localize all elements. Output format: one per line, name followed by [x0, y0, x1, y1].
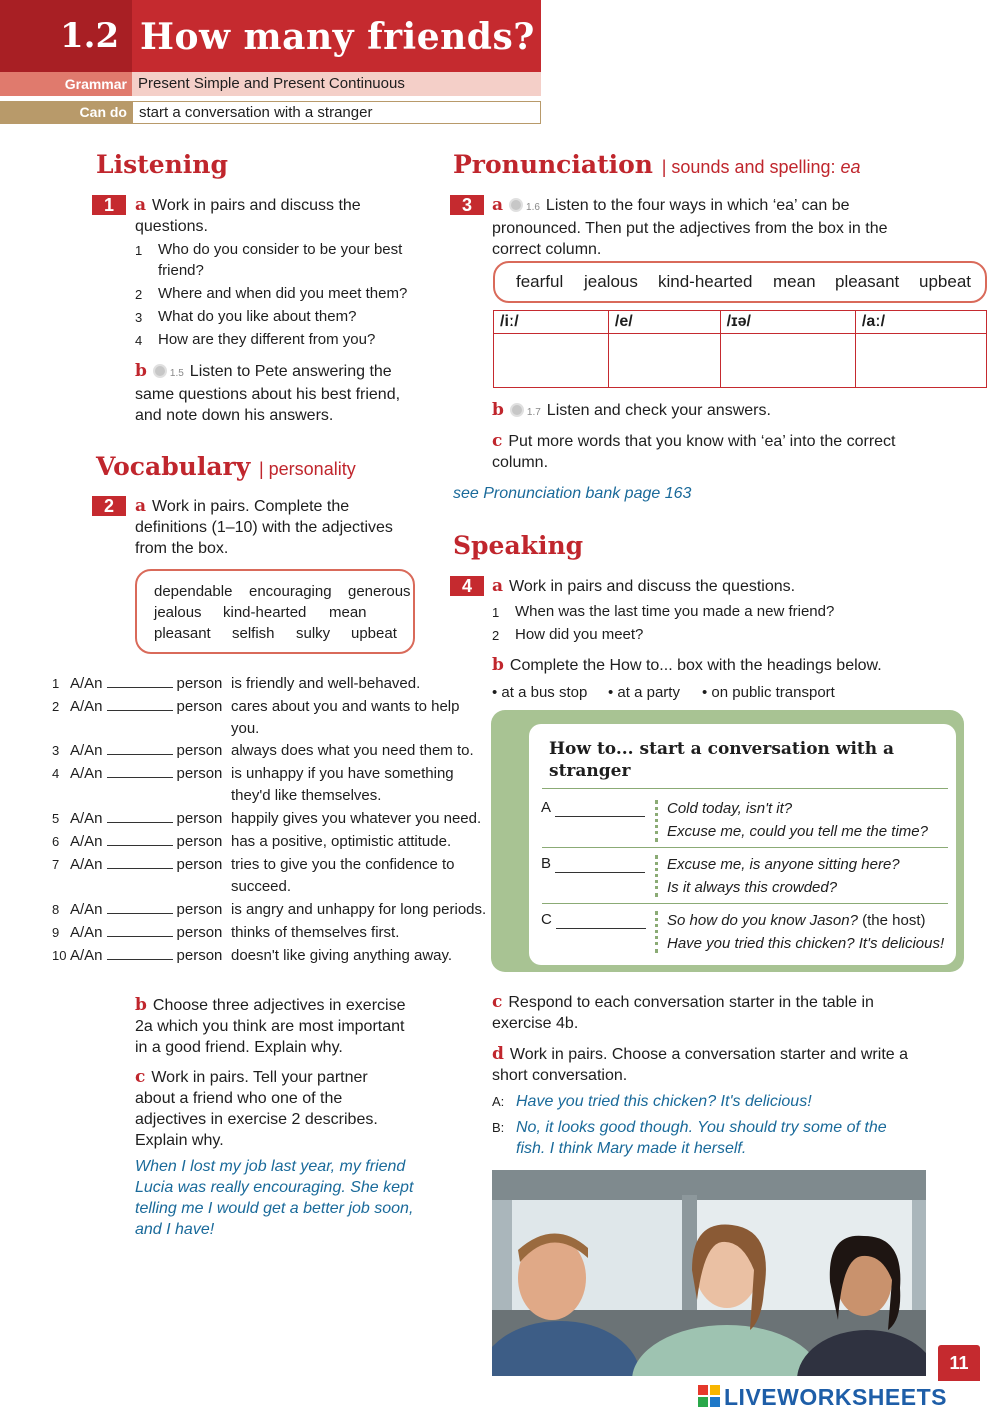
grammar-value: Present Simple and Present Continuous	[132, 72, 541, 96]
question-number: 3	[135, 310, 143, 325]
track-number: 1.5	[169, 368, 184, 379]
heading-option: • at a bus stop	[492, 684, 588, 701]
page-title: How many friends?	[140, 16, 535, 58]
person-word: person	[176, 833, 223, 850]
box-word: kind-hearted	[223, 604, 307, 621]
question-text: What do you like about them?	[158, 308, 357, 325]
starter-line: Excuse me, is anyone sitting here?	[667, 856, 900, 873]
box-word: upbeat	[351, 625, 397, 642]
question-number: 1	[492, 605, 500, 620]
dotted-divider	[655, 855, 659, 897]
exercise-3c-text: Put more words that you know with ‘ea’ into the correct column.	[492, 433, 896, 471]
question-number: 4	[135, 333, 143, 348]
phoneme-table	[493, 310, 987, 388]
definition-text: tries to give you the confidence to succeed.	[231, 856, 455, 895]
starter-line: Is it always this crowded?	[667, 879, 838, 896]
question-text: How are they different from you?	[158, 331, 376, 348]
definition-number: 3	[52, 743, 60, 758]
box-word: pleasant	[154, 625, 211, 642]
speaking-heading: Speaking	[453, 531, 584, 560]
question-text: How did you meet?	[515, 626, 644, 643]
divider	[542, 788, 948, 789]
exercise-number-1: 1	[92, 195, 126, 215]
starter-line: Cold today, isn't it?	[667, 800, 793, 817]
answer-cell[interactable]	[494, 334, 609, 388]
exercise-2c	[135, 1067, 405, 1151]
person-word: person	[176, 742, 223, 759]
heading-option: • at a party	[608, 684, 680, 701]
answer-blank[interactable]	[107, 901, 173, 914]
vocabulary-title: Vocabulary	[96, 452, 251, 481]
heading-blank[interactable]	[556, 911, 646, 929]
person-word: person	[176, 947, 223, 964]
starter-line: Excuse me, could you tell me the time?	[667, 823, 928, 840]
pronunciation-heading: Pronunciation | sounds and spelling: ea	[453, 150, 861, 179]
speaker-label: A:	[492, 1094, 505, 1109]
pronunciation-subtitle-em: ea	[840, 157, 861, 177]
definition-row	[52, 945, 453, 967]
pronunciation-word-box	[493, 261, 987, 303]
definition-row	[52, 740, 474, 762]
howto-row-text	[667, 797, 928, 843]
exercise-number-3: 3	[450, 195, 484, 215]
definition-number: 2	[52, 699, 60, 714]
exercise-letter: a	[135, 496, 147, 516]
definition-number: 5	[52, 811, 60, 826]
divider	[542, 903, 948, 904]
dotted-divider	[655, 800, 659, 842]
definition-number: 6	[52, 834, 60, 849]
question-item	[492, 601, 912, 622]
question-item	[492, 624, 912, 645]
box-word: generous	[348, 583, 411, 600]
vocabulary-word-box	[135, 569, 415, 654]
track-number: 1.7	[526, 407, 541, 418]
question-number: 2	[135, 287, 143, 302]
article: A/An	[70, 698, 103, 715]
answer-cell[interactable]	[855, 334, 986, 388]
exercise-4c-text: Respond to each conversation starter in the table in exercise 4b.	[492, 994, 874, 1032]
heading-option: • on public transport	[702, 684, 835, 701]
definition-number: 7	[52, 857, 60, 872]
answer-blank[interactable]	[107, 698, 173, 711]
exercise-3c	[492, 431, 922, 473]
answer-blank[interactable]	[107, 924, 173, 937]
question-text: When was the last time you made a new friend?	[515, 603, 835, 620]
answer-blank[interactable]	[107, 675, 173, 688]
definition-text: is friendly and well-behaved.	[231, 675, 421, 692]
column-header: /aː/	[855, 311, 986, 334]
starter-note: (the host)	[857, 912, 926, 929]
exercise-2a	[135, 496, 425, 559]
definition-number: 10	[52, 948, 67, 963]
person-word: person	[176, 765, 223, 782]
exercise-letter: b	[135, 361, 147, 381]
divider	[542, 847, 948, 848]
exercise-3a	[492, 195, 897, 260]
listening-heading: Listening	[96, 150, 228, 179]
exercise-letter: a	[492, 195, 504, 215]
article: A/An	[70, 675, 103, 692]
definition-text: happily gives you whatever you need.	[231, 810, 482, 827]
row-letter: B	[541, 855, 552, 872]
pronunciation-bank-link[interactable]: see Pronunciation bank page 163	[453, 485, 692, 502]
column-header: /iː/	[494, 311, 609, 334]
audio-cd-icon[interactable]	[153, 364, 167, 378]
person-word: person	[176, 675, 223, 692]
exercise-letter: b	[492, 655, 504, 675]
exercise-3b-text: Listen and check your answers.	[546, 402, 771, 419]
speaker-label: B:	[492, 1120, 505, 1135]
definition-row	[52, 808, 482, 830]
exercise-letter: c	[492, 992, 503, 1012]
article: A/An	[70, 901, 103, 918]
question-item	[135, 306, 425, 327]
box-word: encouraging	[249, 583, 332, 600]
dotted-divider	[655, 911, 659, 953]
exercise-4d	[492, 1044, 922, 1086]
definition-text: is angry and unhappy for long periods.	[231, 901, 487, 918]
definition-row	[52, 922, 400, 944]
exercise-2b-text: Choose three adjectives in exercise 2a which you think are most important in a good friend. Explain why.	[135, 997, 406, 1056]
box-word: mean	[773, 272, 816, 291]
question-list	[492, 601, 912, 647]
unit-number: 1.2	[60, 16, 120, 56]
definition-text: doesn't like giving anything away.	[231, 947, 453, 964]
liveworksheets-logo-icon	[698, 1385, 720, 1407]
watermark[interactable]: LIVEWORKSHEETS	[724, 1384, 947, 1410]
answer-blank[interactable]	[107, 810, 173, 823]
definition-row	[52, 831, 452, 853]
exercise-letter: a	[492, 576, 504, 596]
dialogue-line: No, it looks good though. You should try some of the fish. I think Mary made it herself.	[516, 1119, 887, 1157]
definition-text: is unhappy if you have something they'd like themselves.	[231, 765, 454, 804]
exercise-2b	[135, 995, 420, 1058]
exercise-letter: b	[492, 400, 504, 420]
article: A/An	[70, 742, 103, 759]
page-number: 11	[938, 1345, 980, 1381]
row-letter: C	[541, 911, 552, 928]
article: A/An	[70, 765, 103, 782]
vocabulary-heading: Vocabulary | personality	[96, 452, 356, 481]
person-word: person	[176, 901, 223, 918]
definition-row	[52, 854, 455, 895]
person-word: person	[176, 810, 223, 827]
box-word: kind-hearted	[658, 272, 753, 291]
pronunciation-subtitle: sounds and spelling:	[671, 157, 841, 177]
dialogue-line: Have you tried this chicken? It's delicious!	[516, 1093, 812, 1110]
definition-row	[52, 899, 487, 921]
person-word: person	[176, 698, 223, 715]
definition-number: 4	[52, 766, 60, 781]
article: A/An	[70, 810, 103, 827]
answer-blank[interactable]	[107, 833, 173, 846]
box-word: fearful	[516, 272, 564, 291]
row-letter: A	[541, 799, 552, 816]
exercise-1a-text: Work in pairs and discuss the questions.	[135, 197, 361, 235]
box-word: jealous	[584, 272, 638, 291]
definition-number: 9	[52, 925, 60, 940]
question-number: 1	[135, 243, 143, 258]
exercise-letter: d	[492, 1044, 504, 1064]
question-list	[135, 239, 425, 352]
article: A/An	[70, 856, 103, 873]
article: A/An	[70, 833, 103, 850]
exercise-2c-text: Work in pairs. Tell your partner about a friend who one of the adjectives in exercise 2 describes. Explain why.	[135, 1069, 378, 1149]
exercise-number-4: 4	[450, 576, 484, 596]
howto-row-label	[541, 855, 645, 873]
grammar-label: Grammar	[0, 72, 132, 96]
article: A/An	[70, 947, 103, 964]
question-item	[135, 329, 425, 350]
howto-row-label	[541, 911, 646, 929]
cando-value: start a conversation with a stranger	[132, 101, 541, 124]
box-word: sulky	[296, 625, 331, 642]
answer-cell[interactable]	[720, 334, 855, 388]
box-word: selfish	[232, 625, 275, 642]
exercise-1b-text: Listen to Pete answering the same questions about his best friend, and note down his answers.	[135, 363, 401, 424]
question-number: 2	[492, 628, 500, 643]
answer-blank[interactable]	[107, 856, 173, 869]
example-answer: When I lost my job last year, my friend Lucia was really encouraging. She kept telling me I would get a better job soon, and I have!	[135, 1158, 414, 1238]
definition-text: thinks of themselves first.	[231, 924, 400, 941]
answer-blank[interactable]	[107, 765, 173, 778]
exercise-4c	[492, 992, 912, 1034]
definition-text: always does what you need them to.	[231, 742, 474, 759]
definition-row	[52, 673, 421, 695]
definition-number: 1	[52, 676, 60, 691]
pronunciation-title: Pronunciation	[453, 150, 653, 179]
starter-line: So how do you know Jason?	[667, 912, 858, 929]
box-word: upbeat	[919, 272, 971, 291]
answer-blank[interactable]	[107, 742, 173, 755]
definition-text: cares about you and wants to help you.	[231, 698, 460, 737]
howto-row-text	[667, 853, 900, 899]
track-number: 1.6	[526, 202, 540, 213]
exercise-1a	[135, 195, 435, 237]
question-item	[135, 283, 425, 304]
audio-cd-icon[interactable]	[510, 403, 524, 417]
cando-label: Can do	[0, 101, 132, 124]
exercise-number-2: 2	[92, 496, 126, 516]
people-photo	[492, 1170, 926, 1376]
person-word: person	[176, 924, 223, 941]
box-word: mean	[329, 604, 367, 621]
howto-row-label	[541, 799, 645, 817]
definition-number: 8	[52, 902, 60, 917]
audio-cd-icon[interactable]	[509, 198, 523, 212]
howto-row-text	[667, 909, 944, 955]
exercise-letter: b	[135, 995, 147, 1015]
photo-illustration	[492, 1170, 926, 1376]
vocabulary-subtitle: personality	[268, 459, 356, 479]
exercise-4a	[492, 576, 912, 597]
heading-blank[interactable]	[555, 799, 645, 817]
starter-line: Have you tried this chicken? It's delicious!	[667, 935, 945, 952]
question-text: Who do you consider to be your best friend?	[158, 241, 403, 279]
definition-text: has a positive, optimistic attitude.	[231, 833, 452, 850]
answer-blank[interactable]	[107, 947, 173, 960]
box-word: pleasant	[835, 272, 900, 291]
exercise-2a-text: Work in pairs. Complete the definitions (1–10) with the adjectives from the box.	[135, 498, 393, 557]
person-word: person	[176, 856, 223, 873]
exercise-1b	[135, 361, 425, 426]
exercise-3b	[492, 400, 897, 423]
exercise-3a-text: Listen to the four ways in which ‘ea’ can be pronounced. Then put the adjectives from the box in the correct column.	[492, 197, 888, 258]
column-header: /ɪə/	[720, 311, 855, 334]
article: A/An	[70, 924, 103, 941]
exercise-letter: c	[492, 431, 503, 451]
box-word: jealous	[154, 604, 202, 621]
exercise-4b-text: Complete the How to... box with the headings below.	[509, 657, 882, 674]
box-word: dependable	[154, 583, 233, 600]
exercise-4a-text: Work in pairs and discuss the questions.	[509, 578, 796, 595]
definition-row	[52, 696, 460, 737]
exercise-letter: a	[135, 195, 147, 215]
column-header: /e/	[608, 311, 720, 334]
exercise-4b	[492, 655, 932, 676]
exercise-letter: c	[135, 1067, 146, 1087]
definition-row	[52, 763, 454, 804]
question-text: Where and when did you meet them?	[158, 285, 408, 302]
question-item	[135, 239, 425, 281]
answer-cell[interactable]	[608, 334, 720, 388]
how-to-title: How to... start a conversation with a stranger	[549, 739, 895, 781]
heading-blank[interactable]	[555, 855, 645, 873]
exercise-4d-text: Work in pairs. Choose a conversation starter and write a short conversation.	[492, 1046, 908, 1084]
